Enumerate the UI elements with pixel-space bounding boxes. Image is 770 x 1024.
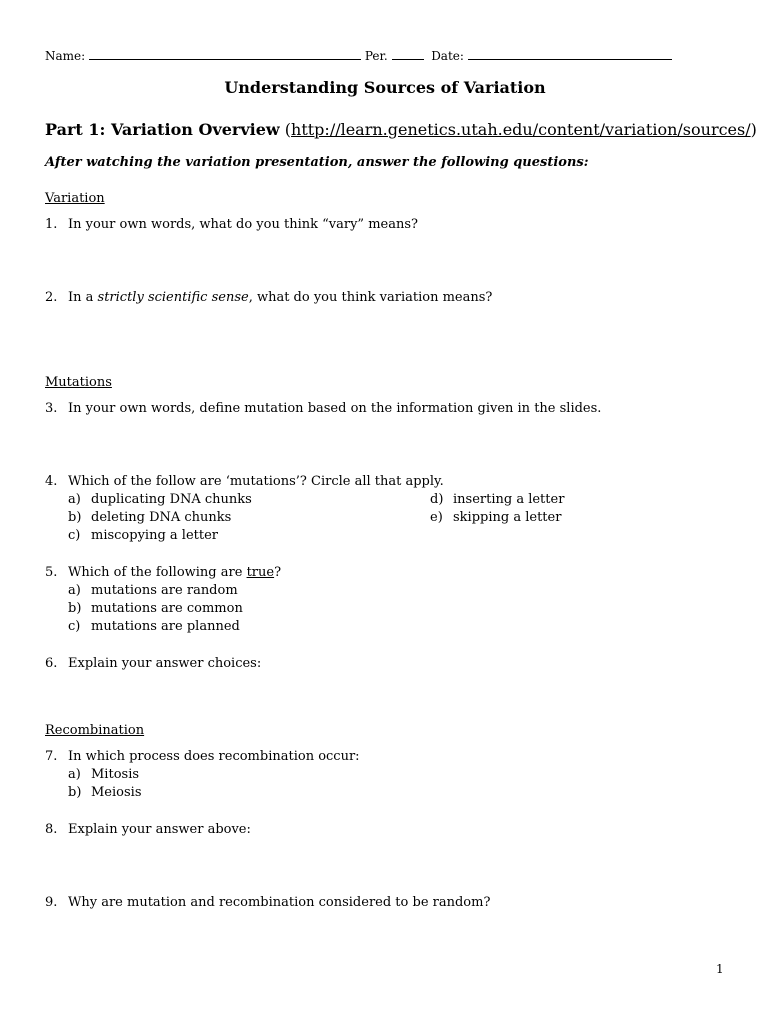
option-text: mutations are common (91, 601, 243, 616)
question-number: 4. (45, 474, 58, 489)
question-number: 8. (45, 822, 58, 837)
option-text: Meiosis (91, 785, 142, 800)
question-6 (45, 656, 261, 671)
question-text: Explain your answer above: (68, 822, 251, 837)
question-text: , what do you think variation means? (248, 290, 493, 305)
option-letter: a) (68, 492, 81, 507)
option-letter: a) (68, 583, 81, 598)
option-5c[interactable] (68, 619, 240, 634)
question-1 (45, 217, 418, 232)
name-label: Name: (45, 49, 86, 63)
question-7 (45, 749, 360, 764)
per-label: Per. (364, 49, 388, 63)
option-4e[interactable] (430, 510, 561, 525)
date-blank[interactable] (468, 47, 672, 60)
question-underline: true (246, 565, 275, 580)
question-9 (45, 895, 490, 910)
section-recombination: Recombination (45, 723, 145, 738)
option-letter: b) (68, 785, 82, 800)
option-4b[interactable] (68, 510, 231, 525)
question-number: 2. (45, 290, 58, 305)
option-text: miscopying a letter (91, 528, 219, 543)
question-number: 7. (45, 749, 58, 764)
page-number: 1 (716, 962, 724, 976)
page-title: Understanding Sources of Variation (224, 78, 546, 97)
open-paren: ( (284, 120, 292, 139)
source-link[interactable]: http://learn.genetics.utah.edu/content/variation/sources/ (291, 120, 751, 139)
option-text: skipping a letter (453, 510, 562, 525)
option-7a[interactable] (68, 767, 139, 782)
option-text: mutations are random (91, 583, 238, 598)
question-emphasis: strictly scientific sense (97, 290, 249, 305)
section-variation: Variation (45, 191, 105, 206)
option-5b[interactable] (68, 601, 243, 616)
close-paren: ) (750, 120, 757, 139)
option-text: mutations are planned (91, 619, 240, 634)
option-text: Mitosis (91, 767, 140, 782)
question-number: 1. (45, 217, 58, 232)
option-4a[interactable] (68, 492, 252, 507)
question-4 (45, 474, 444, 489)
part1-heading-line (45, 120, 757, 139)
question-number: 9. (45, 895, 58, 910)
option-7b[interactable] (68, 785, 142, 800)
option-letter: c) (68, 619, 81, 634)
option-text: duplicating DNA chunks (91, 492, 252, 507)
question-8 (45, 822, 251, 837)
question-3 (45, 401, 601, 416)
question-text: In a (68, 290, 98, 305)
question-text: In which process does recombination occur: (68, 749, 360, 764)
option-4c[interactable] (68, 528, 218, 543)
date-label: Date: (431, 49, 464, 63)
option-letter: b) (68, 510, 82, 525)
question-number: 3. (45, 401, 58, 416)
question-2 (45, 290, 492, 305)
option-letter: b) (68, 601, 82, 616)
section-mutations: Mutations (45, 375, 112, 390)
question-text: In your own words, what do you think “vary” means? (68, 217, 418, 232)
per-blank[interactable] (392, 47, 424, 60)
question-text: Which of the follow are ‘mutations’? Circle all that apply. (68, 474, 444, 489)
option-letter: a) (68, 767, 81, 782)
question-text: Explain your answer choices: (68, 656, 262, 671)
question-text: In your own words, define mutation based on the information given in the slides. (68, 401, 602, 416)
option-letter: d) (430, 492, 444, 507)
question-number: 5. (45, 565, 58, 580)
option-5a[interactable] (68, 583, 238, 598)
option-text: deleting DNA chunks (91, 510, 232, 525)
name-blank[interactable] (89, 47, 361, 60)
header-line (45, 47, 672, 63)
question-text: Why are mutation and recombination considered to be random? (68, 895, 491, 910)
question-5 (45, 565, 281, 580)
option-text: inserting a letter (453, 492, 565, 507)
question-number: 6. (45, 656, 58, 671)
question-text: ? (274, 565, 282, 580)
question-text: Which of the following are (68, 565, 247, 580)
part1-heading: Part 1: Variation Overview (45, 120, 280, 139)
option-letter: c) (68, 528, 81, 543)
option-4d[interactable] (430, 492, 564, 507)
instructions: After watching the variation presentation, answer the following questions: (45, 155, 589, 170)
option-letter: e) (430, 510, 443, 525)
